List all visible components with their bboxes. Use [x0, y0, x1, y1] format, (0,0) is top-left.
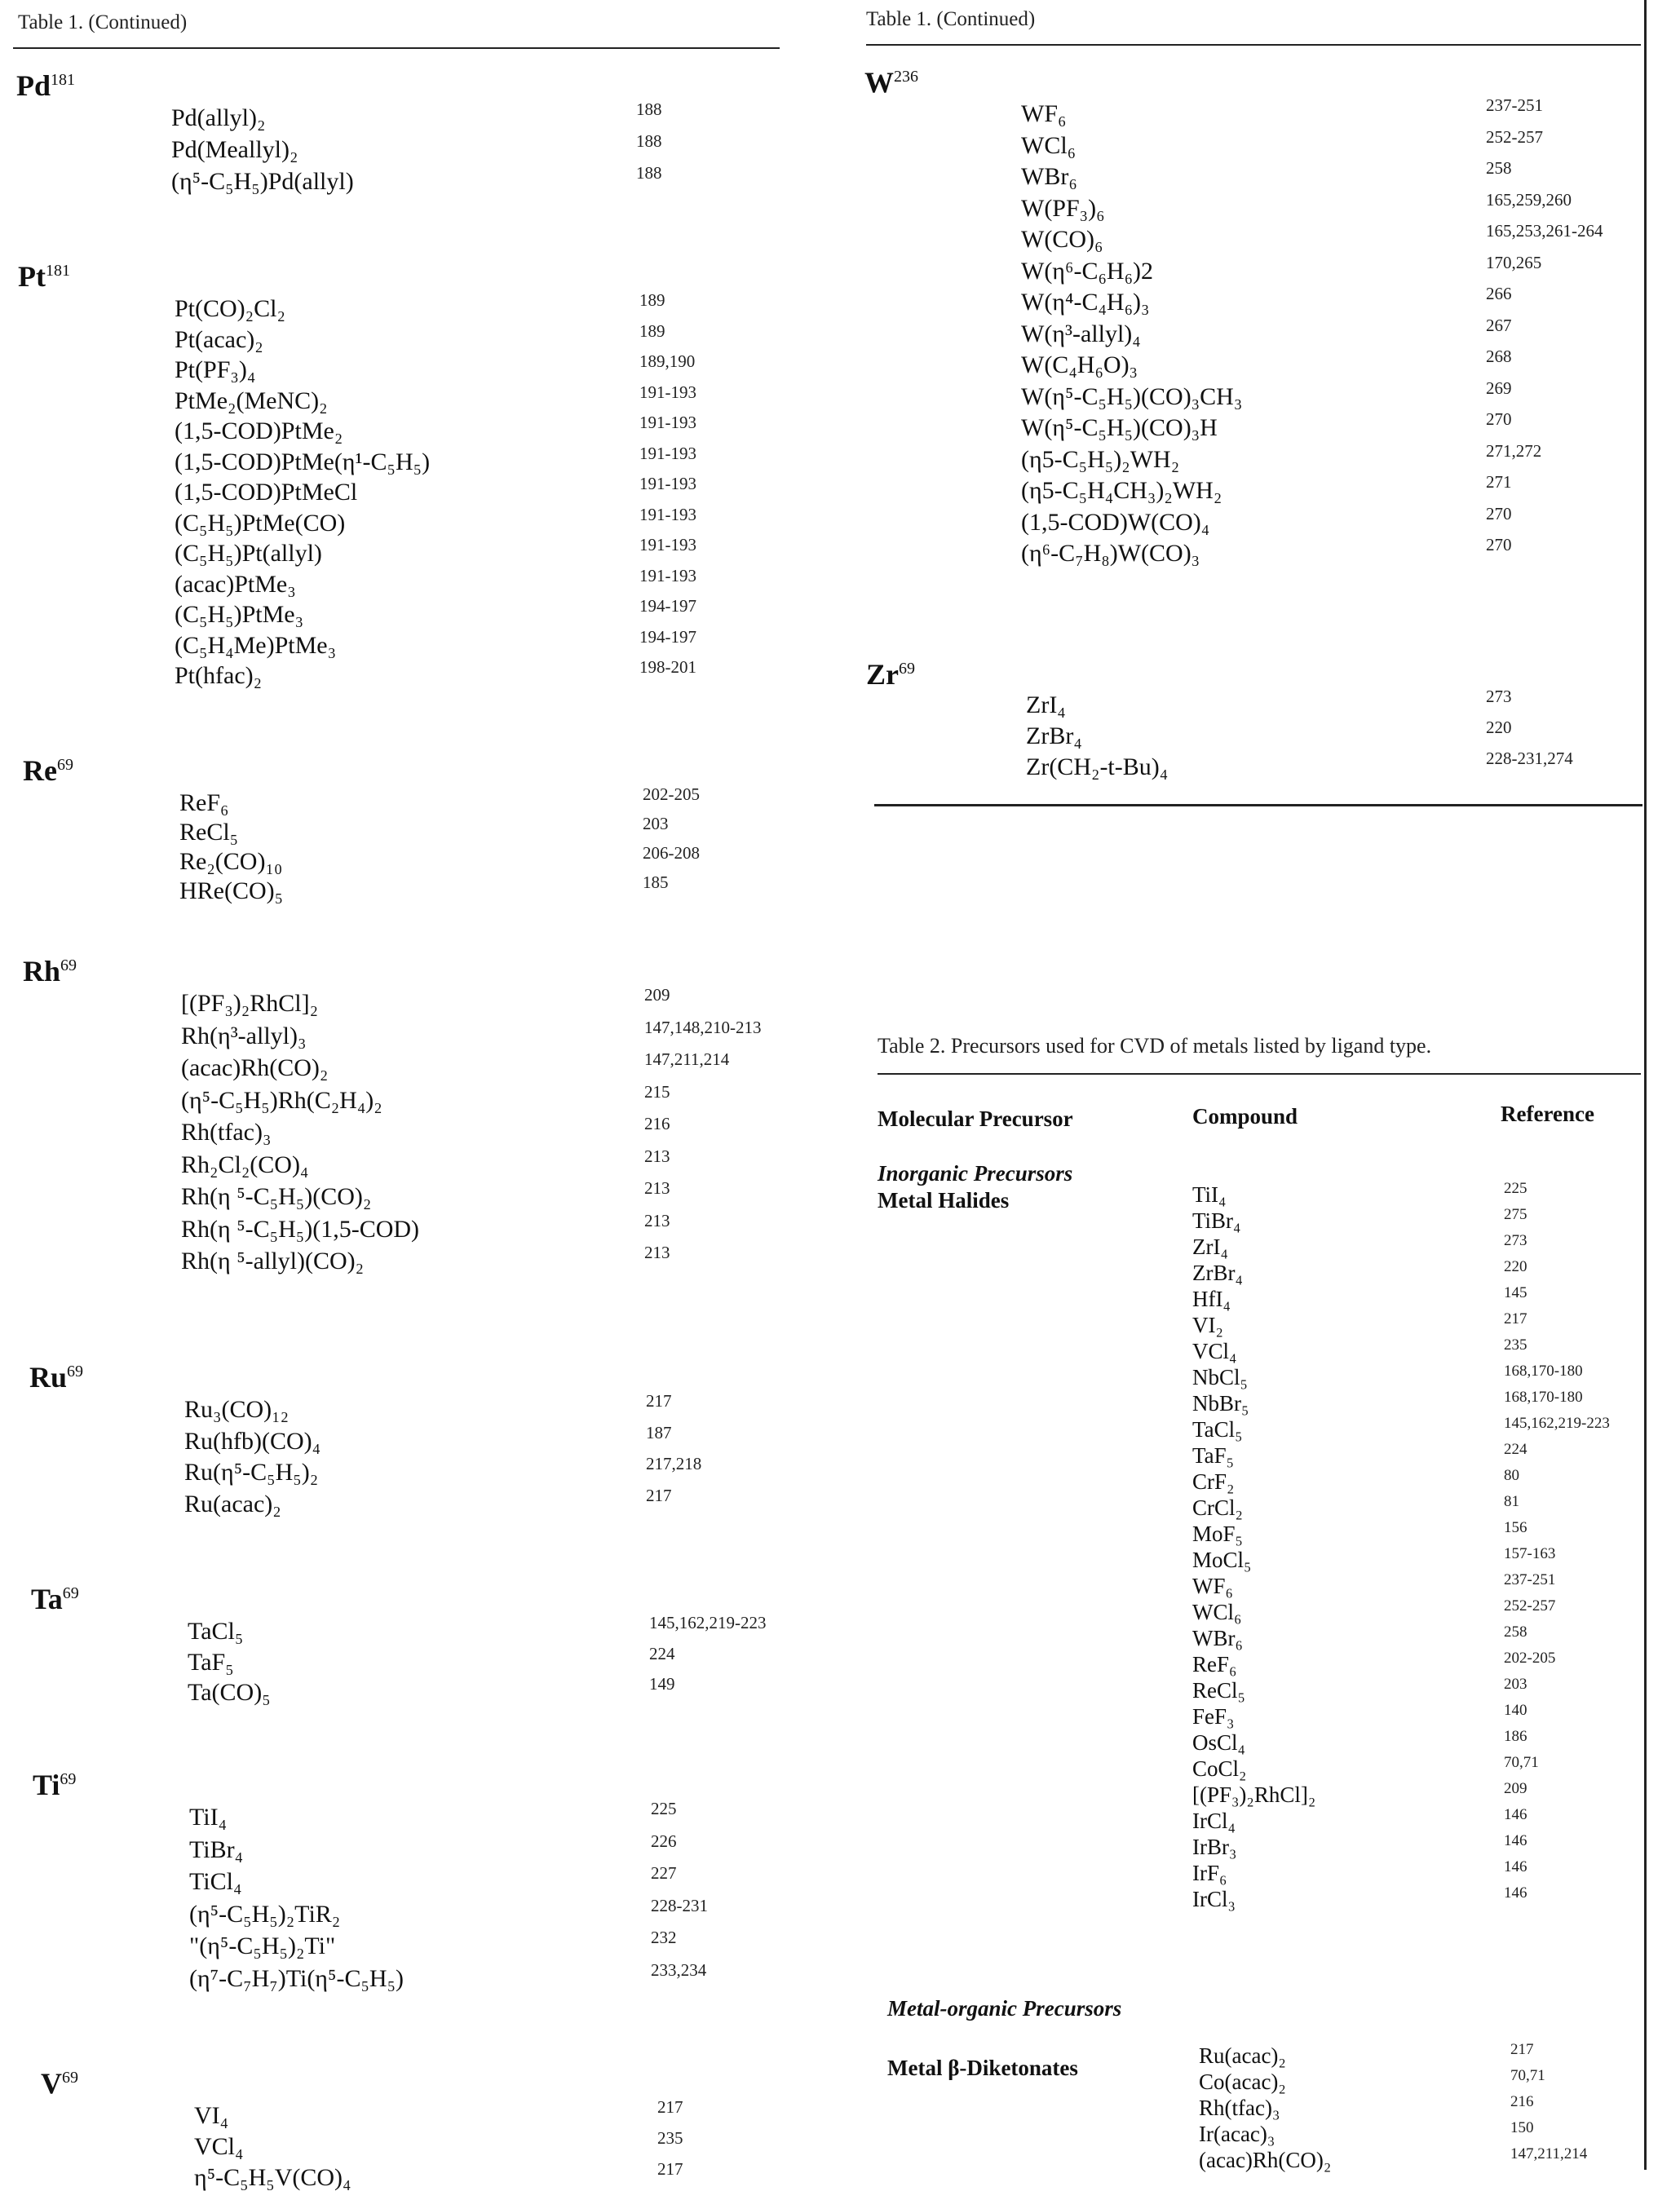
- compound-name: W(η⁵-C₅H₅)(CO)₃H: [1021, 414, 1218, 441]
- reference-number: 191-193: [639, 504, 696, 524]
- compound-name: Ru(acac)₂: [184, 1490, 281, 1517]
- compound-name: TaCl₅: [188, 1618, 244, 1645]
- table2-compound: TaF₅: [1192, 1443, 1235, 1468]
- element-reference-superscript: 69: [899, 660, 915, 678]
- compound-name: Rh(η ⁵-C₅H₅)(CO)₂: [181, 1183, 372, 1210]
- table2-reference: 225: [1504, 1180, 1527, 1197]
- table2-reference: 70,71: [1510, 2067, 1545, 2084]
- table2-compound: CrF₂: [1192, 1469, 1235, 1494]
- reference-number: 170,265: [1486, 252, 1542, 272]
- compound-name: Ru₃(CO)₁₂: [184, 1396, 290, 1423]
- reference-number: 224: [649, 1643, 675, 1663]
- col-header-reference: Reference: [1501, 1102, 1594, 1126]
- element-symbol: Ru: [29, 1361, 68, 1394]
- table2-compound: HfI₄: [1192, 1287, 1231, 1311]
- element-heading-pd: [16, 68, 75, 103]
- compound-name: (η⁵-C₅H₅)Pd(allyl): [171, 168, 354, 195]
- element-symbol: Rh: [23, 955, 61, 987]
- compound-name: W(η⁴-C₄H₆)₃: [1021, 289, 1150, 316]
- table2-compound: NbBr₅: [1192, 1391, 1249, 1416]
- element-heading-ti: [33, 1768, 76, 1802]
- reference-number: 258: [1486, 158, 1512, 178]
- reference-number: 235: [657, 2128, 683, 2148]
- compound-name: Re₂(CO)₁₀: [179, 848, 283, 875]
- reference-number: 191-193: [639, 535, 696, 554]
- compound-name: W(η⁶-C₆H₆)2: [1021, 257, 1154, 285]
- table2-compound: IrCl₄: [1192, 1809, 1236, 1833]
- table2-compound: Rh(tfac)₃: [1199, 2096, 1280, 2120]
- table2-reference: 220: [1504, 1258, 1527, 1275]
- element-heading-v: [41, 2066, 78, 2100]
- reference-number: 191-193: [639, 443, 696, 463]
- reference-number: 225: [651, 1799, 677, 1818]
- compound-name: ZrI₄: [1026, 691, 1066, 718]
- table2-reference: 168,170-180: [1504, 1389, 1583, 1406]
- reference-number: 228-231: [651, 1895, 708, 1915]
- table2-compound: CoCl₂: [1192, 1756, 1247, 1781]
- compound-name: TaF₅: [188, 1648, 234, 1676]
- table2-reference: 209: [1504, 1780, 1527, 1797]
- reference-number: 217: [646, 1485, 672, 1505]
- table2-reference: 202-205: [1504, 1650, 1556, 1667]
- element-symbol: Ta: [31, 1583, 63, 1615]
- reference-number: 203: [643, 814, 669, 833]
- reference-number: 198-201: [639, 657, 696, 677]
- reference-number: 188: [636, 99, 662, 119]
- reference-number: 215: [644, 1081, 670, 1102]
- reference-number: 189: [639, 290, 665, 310]
- table2-compound: WF₆: [1192, 1574, 1233, 1598]
- reference-number: 165,253,261-264: [1486, 221, 1603, 241]
- table2-reference: 237-251: [1504, 1571, 1556, 1588]
- reference-number: 266: [1486, 284, 1512, 303]
- right-header-rule: [866, 44, 1641, 46]
- col-header-compound: Compound: [1192, 1104, 1298, 1129]
- element-reference-superscript: 69: [60, 1770, 77, 1788]
- col-header-molecular-precursor: Molecular Precursor: [878, 1107, 1073, 1131]
- table2-reference: 81: [1504, 1493, 1519, 1510]
- element-reference-superscript: 181: [45, 262, 70, 280]
- table2-reference: 168,170-180: [1504, 1363, 1583, 1380]
- reference-number: 271,272: [1486, 440, 1542, 461]
- table2-compound: ZrI₄: [1192, 1235, 1228, 1259]
- compound-name: Ru(η⁵-C₅H₅)₂: [184, 1459, 319, 1486]
- compound-name: W(PF₃)₆: [1021, 194, 1105, 222]
- compound-name: (1,5-COD)W(CO)₄: [1021, 508, 1210, 536]
- table2-compound: ReCl₅: [1192, 1678, 1245, 1703]
- compound-name: TiI₄: [189, 1804, 228, 1831]
- reference-number: 202-205: [643, 784, 700, 804]
- compound-name: Rh(η ⁵-allyl)(CO)₂: [181, 1248, 365, 1274]
- element-heading-pt: [18, 259, 70, 294]
- reference-number: 217,218: [646, 1454, 702, 1473]
- reference-number: 273: [1486, 687, 1512, 706]
- compound-name: (1,5-COD)PtMe₂: [175, 417, 343, 444]
- compound-name: W(η³-allyl)₄: [1021, 320, 1141, 347]
- compound-name: WBr₆: [1021, 163, 1077, 190]
- compound-name: W(CO)₆: [1021, 226, 1103, 253]
- compound-name: [(PF₃)₂RhCl]₂: [181, 990, 319, 1017]
- reference-number: 145,162,219-223: [649, 1613, 767, 1632]
- element-reference-superscript: 69: [60, 956, 77, 974]
- element-heading-ta: [31, 1582, 79, 1616]
- compound-name: (1,5-COD)PtMeCl: [175, 479, 358, 506]
- page-edge-line: [1644, 0, 1647, 2170]
- table2-compound: IrF₆: [1192, 1861, 1227, 1885]
- reference-number: 233,234: [651, 1959, 707, 1980]
- compound-name: PtMe₂(MeNC)₂: [175, 387, 328, 414]
- compound-name: (acac)PtMe₃: [175, 570, 296, 598]
- reference-number: 209: [644, 985, 670, 1005]
- table2-reference: 156: [1504, 1519, 1527, 1536]
- table2-reference: 273: [1504, 1232, 1527, 1249]
- reference-number: 267: [1486, 315, 1512, 335]
- table2-compound: Ir(acac)₃: [1199, 2122, 1275, 2146]
- table2-caption: Table 2. Precursors used for CVD of metals listed by ligand type.: [878, 1034, 1432, 1058]
- table2-compound: NbCl₅: [1192, 1365, 1248, 1389]
- reference-number: 149: [649, 1674, 675, 1694]
- table2-compound: TiBr₄: [1192, 1208, 1241, 1233]
- element-symbol: Zr: [866, 658, 899, 691]
- compound-name: ReF₆: [179, 789, 229, 816]
- compound-name: (η⁶-C₇H₈)W(CO)₃: [1021, 540, 1200, 567]
- compound-name: TiCl₄: [189, 1868, 242, 1895]
- element-symbol: Re: [23, 754, 57, 787]
- compound-name: Ta(CO)₅: [188, 1679, 271, 1706]
- compound-name: Pt(PF₃)₄: [175, 356, 256, 383]
- compound-name: (η⁷-C₇H₇)Ti(η⁵-C₅H₅): [189, 1964, 405, 1992]
- right-table-header: Table 1. (Continued): [866, 8, 1036, 30]
- table2-reference: 80: [1504, 1467, 1519, 1484]
- reference-number: 217: [657, 2159, 683, 2179]
- table2-compound: Ru(acac)₂: [1199, 2043, 1286, 2068]
- element-heading-rh: [23, 954, 77, 988]
- table2-reference: 203: [1504, 1676, 1527, 1693]
- compound-name: Rh(η³-allyl)₃: [181, 1022, 307, 1049]
- reference-number: 270: [1486, 409, 1512, 429]
- reference-number: 191-193: [639, 382, 696, 402]
- compound-name: Pd(Meallyl)₂: [171, 136, 298, 163]
- table2-reference: 146: [1504, 1832, 1527, 1849]
- compound-name: Ru(hfb)(CO)₄: [184, 1427, 321, 1455]
- table2-compound: IrCl₃: [1192, 1887, 1236, 1911]
- compound-name: WF₆: [1021, 100, 1067, 127]
- compound-name: (C₅H₅)Pt(allyl): [175, 540, 322, 567]
- reference-number: 226: [651, 1831, 677, 1851]
- compound-name: (C₅H₅)PtMe₃: [175, 601, 304, 628]
- element-reference-superscript: 69: [67, 1363, 84, 1380]
- table2-reference: 235: [1504, 1336, 1527, 1354]
- reference-number: 213: [644, 1243, 670, 1262]
- compound-name: W(C₄H₆O)₃: [1021, 351, 1138, 378]
- reference-number: 270: [1486, 503, 1512, 523]
- compound-name: "(η⁵-C₅H₅)₂Ti": [189, 1933, 336, 1959]
- table2-reference: 140: [1504, 1702, 1527, 1719]
- table2-compound: VI₂: [1192, 1313, 1223, 1337]
- compound-name: Pt(hfac)₂: [175, 662, 263, 689]
- compound-name: Pt(acac)₂: [175, 325, 263, 353]
- reference-number: 191-193: [639, 474, 696, 493]
- reference-number: 227: [651, 1863, 677, 1883]
- reference-number: 191-193: [639, 565, 696, 585]
- reference-number: 270: [1486, 535, 1512, 554]
- compound-name: Rh(η ⁵-C₅H₅)(1,5-COD): [181, 1215, 420, 1243]
- category-metal-halides: Metal Halides: [878, 1188, 1010, 1213]
- reference-number: 188: [636, 131, 662, 151]
- element-reference-superscript: 69: [56, 756, 73, 774]
- compound-name: ReCl₅: [179, 819, 239, 846]
- reference-number: 213: [644, 1178, 670, 1198]
- element-reference-superscript: 69: [62, 1584, 79, 1602]
- reference-number: 185: [643, 872, 669, 892]
- reference-number: 194-197: [639, 626, 696, 647]
- element-reference-superscript: 181: [51, 71, 76, 89]
- table2-compound: ReF₆: [1192, 1652, 1237, 1676]
- reference-number: 220: [1486, 718, 1512, 737]
- compound-name: WCl₆: [1021, 131, 1077, 159]
- element-reference-superscript: 236: [894, 68, 918, 86]
- table2-reference: 186: [1504, 1728, 1527, 1745]
- compound-name: Pd(allyl)₂: [171, 104, 266, 131]
- compound-name: η⁵-C₅H₅V(CO)₄: [194, 2164, 351, 2191]
- reference-number: 252-257: [1486, 126, 1543, 147]
- table2-compound: OsCl₄: [1192, 1730, 1245, 1755]
- table2-compound: [(PF₃)₂RhCl]₂: [1192, 1782, 1316, 1807]
- table2-reference: 147,211,214: [1510, 2145, 1588, 2162]
- table2-reference: 145,162,219-223: [1504, 1415, 1610, 1432]
- section-inorganic-precursors: Inorganic Precursors: [878, 1161, 1073, 1186]
- table2-reference: 70,71: [1504, 1754, 1539, 1771]
- compound-name: (η⁵-C₅H₅)₂TiR₂: [189, 1900, 341, 1928]
- element-symbol: Pd: [16, 69, 51, 102]
- reference-number: 194-197: [639, 596, 696, 616]
- compound-name: VI₄: [194, 2102, 229, 2129]
- table2-compound: VCl₄: [1192, 1339, 1237, 1363]
- table2-compound: Co(acac)₂: [1199, 2070, 1286, 2094]
- table2-compound: (acac)Rh(CO)₂: [1199, 2148, 1332, 2172]
- reference-number: 217: [657, 2097, 683, 2117]
- table2-compound: CrCl₂: [1192, 1495, 1243, 1520]
- table2-reference: 146: [1504, 1806, 1527, 1823]
- element-symbol: W: [864, 66, 894, 99]
- element-heading-ru: [29, 1360, 83, 1394]
- section-metal-organic-precursors: Metal-organic Precursors: [887, 1996, 1122, 2021]
- element-symbol: V: [41, 2067, 62, 2100]
- table2-reference: 217: [1510, 2041, 1534, 2058]
- element-symbol: Pt: [18, 260, 46, 293]
- compound-name: (C₅H₅)PtMe(CO): [175, 509, 346, 537]
- reference-number: 217: [646, 1391, 672, 1411]
- compound-name: Rh₂Cl₂(CO)₄: [181, 1151, 309, 1178]
- table2-compound: MoF₅: [1192, 1522, 1243, 1546]
- reference-number: 147,148,210-213: [644, 1017, 762, 1037]
- table2-compound: FeF₃: [1192, 1704, 1235, 1729]
- reference-number: 189,190: [639, 351, 696, 371]
- reference-number: 147,211,214: [644, 1049, 730, 1069]
- reference-number: 232: [651, 1928, 677, 1947]
- reference-number: 216: [644, 1114, 670, 1133]
- left-header-rule: [13, 47, 780, 49]
- reference-number: 237-251: [1486, 95, 1543, 115]
- table2-compound: TaCl₅: [1192, 1417, 1243, 1442]
- reference-number: 213: [644, 1210, 670, 1230]
- table2-compound: IrBr₃: [1192, 1835, 1237, 1859]
- table2-compound: ZrBr₄: [1192, 1261, 1243, 1285]
- element-heading-w: [864, 65, 918, 99]
- table2-compound: WCl₆: [1192, 1600, 1242, 1624]
- right-table-end-rule: [874, 804, 1642, 806]
- compound-name: HRe(CO)₅: [179, 877, 284, 904]
- compound-name: (C₅H₄Me)PtMe₃: [175, 631, 337, 659]
- table2-reference: 216: [1510, 2093, 1534, 2110]
- element-heading-zr: [866, 657, 915, 691]
- category-metal-beta-diketonates: Metal β-Diketonates: [887, 2056, 1078, 2080]
- compound-name: (1,5-COD)PtMe(η¹-C₅H₅): [175, 448, 431, 475]
- reference-number: 188: [636, 163, 662, 183]
- reference-number: 191-193: [639, 413, 696, 432]
- reference-number: 165,259,260: [1486, 189, 1572, 210]
- table2-reference: 145: [1504, 1284, 1527, 1301]
- table2-reference: 157-163: [1504, 1545, 1556, 1562]
- compound-name: Pt(CO)₂Cl₂: [175, 295, 285, 322]
- reference-number: 271: [1486, 472, 1512, 492]
- reference-number: 268: [1486, 347, 1512, 366]
- table2-reference: 275: [1504, 1206, 1527, 1223]
- table2-compound: WBr₆: [1192, 1626, 1243, 1650]
- reference-number: 189: [639, 320, 665, 341]
- compound-name: Zr(CH₂-t-Bu)₄: [1026, 753, 1169, 780]
- compound-name: W(η⁵-C₅H₅)(CO)₃CH₃: [1021, 382, 1243, 410]
- table2-top-rule: [878, 1073, 1641, 1075]
- table2-compound: TiI₄: [1192, 1182, 1227, 1207]
- table2-reference: 258: [1504, 1623, 1527, 1641]
- element-heading-re: [23, 753, 73, 788]
- element-symbol: Ti: [33, 1769, 60, 1801]
- table2-reference: 217: [1504, 1310, 1527, 1327]
- table2-reference: 252-257: [1504, 1597, 1556, 1615]
- reference-number: 206-208: [643, 843, 700, 863]
- compound-name: (η5-C₅H₄CH₃)₂WH₂: [1021, 477, 1222, 504]
- compound-name: ZrBr₄: [1026, 722, 1082, 749]
- table2-reference: 224: [1504, 1441, 1527, 1458]
- compound-name: (η5-C₅H₅)₂WH₂: [1021, 445, 1180, 473]
- table2-compound: MoCl₅: [1192, 1548, 1252, 1572]
- reference-number: 269: [1486, 378, 1512, 398]
- table2-reference: 150: [1510, 2119, 1534, 2136]
- left-table-header: Table 1. (Continued): [18, 11, 188, 33]
- element-reference-superscript: 69: [62, 2069, 78, 2087]
- compound-name: Rh(tfac)₃: [181, 1119, 272, 1146]
- compound-name: TiBr₄: [189, 1835, 244, 1863]
- table2-reference: 146: [1504, 1884, 1527, 1902]
- table2-reference: 146: [1504, 1858, 1527, 1875]
- reference-number: 187: [646, 1422, 672, 1442]
- compound-name: VCl₄: [194, 2133, 244, 2160]
- compound-name: (η⁵-C₅H₅)Rh(C₂H₄)₂: [181, 1086, 382, 1114]
- reference-number: 213: [644, 1146, 670, 1166]
- compound-name: (acac)Rh(CO)₂: [181, 1054, 329, 1081]
- reference-number: 228-231,274: [1486, 749, 1573, 768]
